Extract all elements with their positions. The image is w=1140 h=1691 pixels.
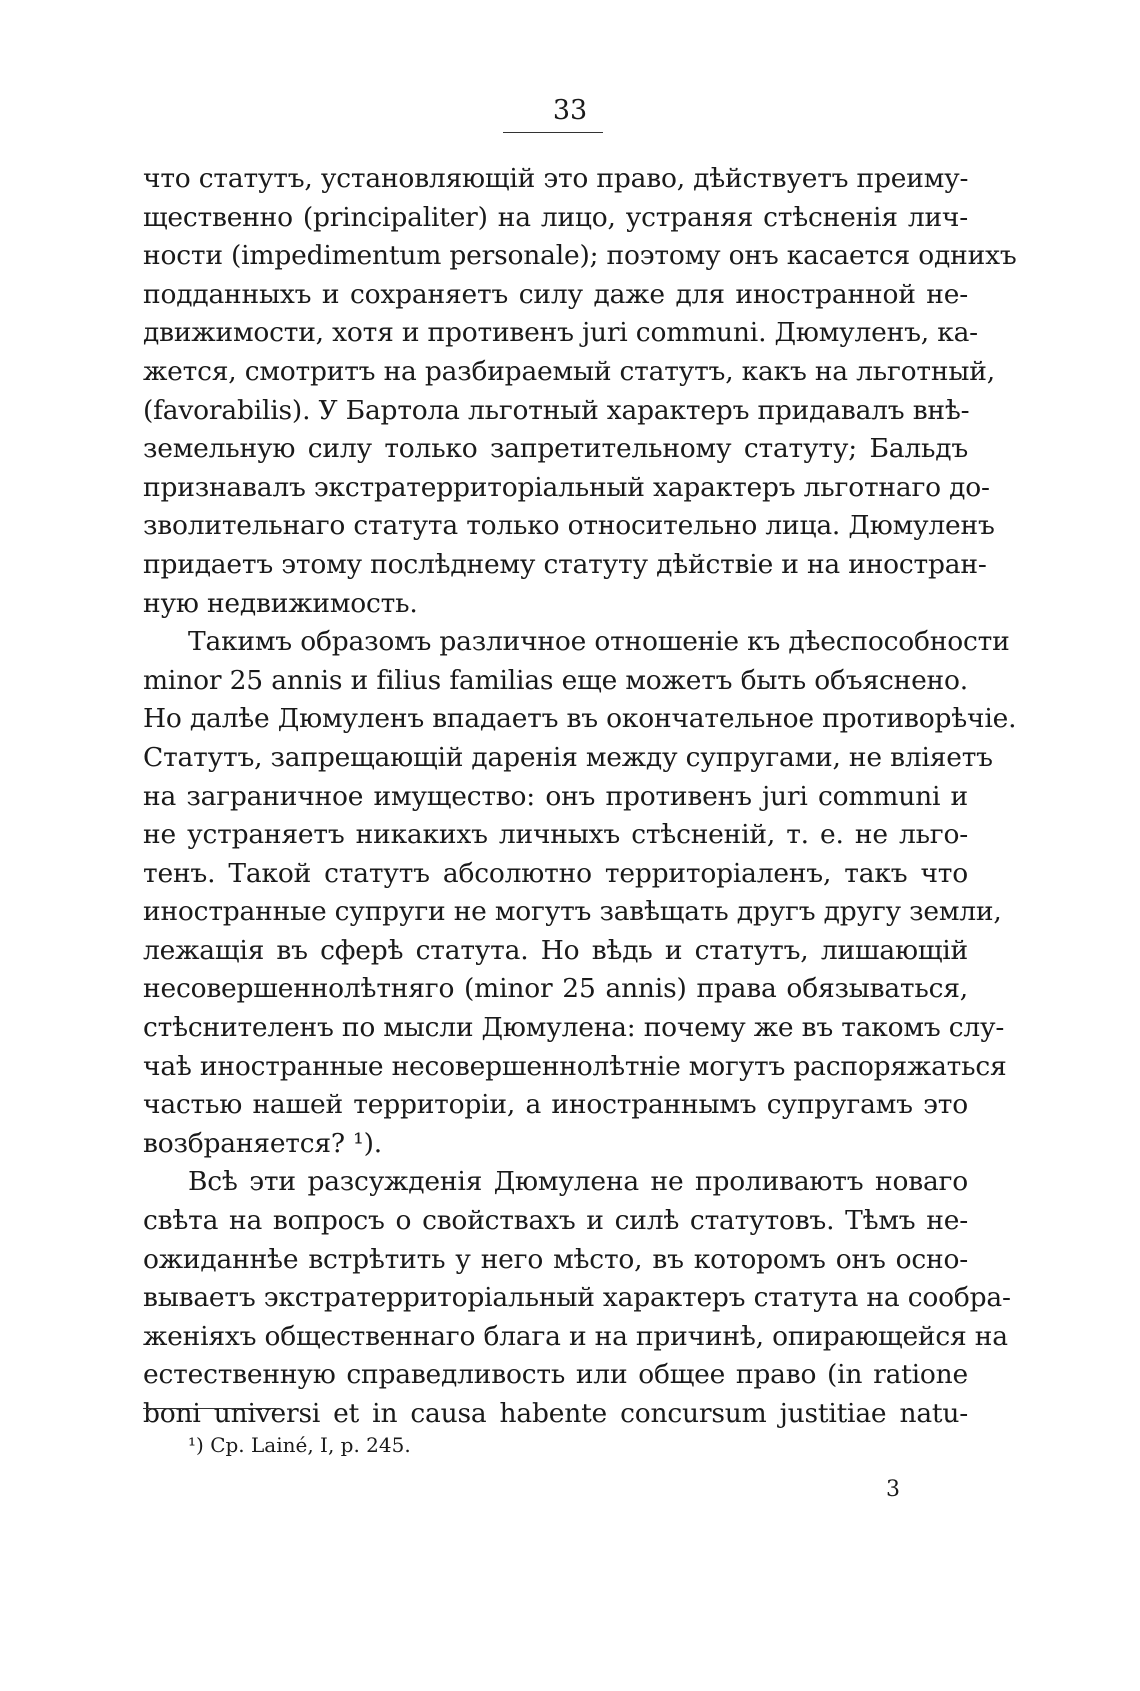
text-line: ности (impedimentum personale); поэтому онъ касается однихъ	[143, 240, 1017, 272]
page-number: 33	[552, 95, 588, 126]
signature-mark: 3	[886, 1477, 900, 1502]
body-text	[143, 160, 1017, 1434]
text-line: на заграничное имущество: онъ противенъ juri communi и	[143, 780, 968, 812]
text-line: что статутъ, установляющій это право, дѣйствуетъ преиму-	[143, 163, 969, 194]
text-line: стѣснителенъ по мысли Дюмулена: почему же въ такомъ слу-	[143, 1012, 1005, 1044]
header-rule	[503, 132, 603, 133]
text-line: чаѣ иностранные несовершеннолѣтніе могутъ распоряжаться	[143, 1050, 1007, 1082]
text-line: естественную справедливость или общее право (in ratione	[143, 1359, 968, 1391]
text-line: движимости, хотя и противенъ juri communi. Дюмуленъ, ка-	[143, 317, 978, 349]
text-line: Такимъ образомъ различное отношеніе къ дѣеспособности	[188, 626, 1010, 658]
text-line: жется, смотритъ на разбираемый статутъ, какъ на льготный,	[143, 355, 995, 387]
text-line: признавалъ экстратерриторіальный характеръ льготнаго до-	[143, 471, 990, 503]
footnote-marker: ¹)	[188, 1433, 204, 1457]
footnote-rule	[143, 1408, 276, 1409]
text-line: несовершеннолѣтняго (minor 25 annis) права обязываться,	[143, 973, 968, 1005]
text-line: придаетъ этому послѣднему статуту дѣйствіе и на иностран-	[143, 548, 987, 580]
text-line: не устраняетъ никакихъ личныхъ стѣсненій, т. е. не льго-	[143, 819, 968, 851]
text-line: частью нашей территоріи, а иностраннымъ супругамъ это	[143, 1089, 968, 1121]
text-line: тенъ. Такой статутъ абсолютно территоріаленъ, такъ что	[143, 857, 968, 889]
text-line: иностранные супруги не могутъ завѣщать другъ другу земли,	[143, 896, 1002, 928]
text-line: зволительнаго статута только относительно лица. Дюмуленъ	[143, 510, 995, 542]
text-line: щественно (principaliter) на лицо, устраняя стѣсненія лич-	[143, 201, 968, 233]
text-line: Статутъ, запрещающій даренія между супругами, не вліяетъ	[143, 741, 993, 773]
text-line: Всѣ эти разсужденія Дюмулена не проливаютъ новаго	[188, 1166, 968, 1198]
footnote	[188, 1432, 411, 1458]
text-line: свѣта на вопросъ о свойствахъ и силѣ статутовъ. Тѣмъ не-	[143, 1205, 968, 1237]
text-line: boni universi et in causa habente concursum justitiae natu-	[143, 1398, 968, 1429]
text-line: вываетъ экстратерриторіальный характеръ статута на сообра-	[143, 1282, 1011, 1314]
text-line: ную недвижимость.	[143, 587, 418, 619]
text-line: ожиданнѣе встрѣтить у него мѣсто, въ которомъ онъ осно-	[143, 1243, 968, 1275]
text-line: лежащія въ сферѣ статута. Но вѣдь и статутъ, лишающій	[143, 934, 968, 966]
text-line: minor 25 annis и filius familias еще можетъ быть объяснено.	[143, 664, 968, 696]
text-line: возбраняется? ¹).	[143, 1127, 382, 1159]
text-line: подданныхъ и сохраняетъ силу даже для иностранной не-	[143, 278, 968, 310]
text-line: (favorabilis). У Бартола льготный характеръ придавалъ внѣ-	[143, 394, 970, 426]
text-line: земельную силу только запретительному статуту; Бальдъ	[143, 433, 968, 465]
footnote-text: Cp. Lainé, I, p. 245.	[210, 1433, 411, 1457]
text-line: Но далѣе Дюмуленъ впадаетъ въ окончательное противорѣчіе.	[143, 703, 1017, 735]
text-line: женіяхъ общественнаго блага и на причинѣ, опирающейся на	[143, 1320, 1008, 1352]
